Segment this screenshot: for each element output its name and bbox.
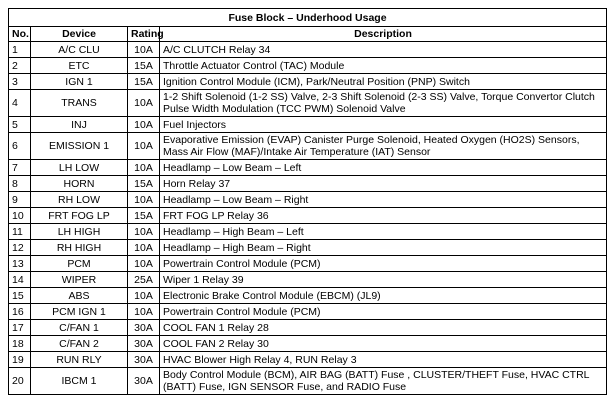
cell-no: 11 (9, 224, 31, 240)
cell-no: 15 (9, 288, 31, 304)
cell-description: FRT FOG LP Relay 36 (160, 208, 607, 224)
cell-device: RH LOW (31, 192, 128, 208)
table-row (9, 42, 607, 58)
cell-no: 1 (9, 42, 31, 58)
cell-rating: 15A (128, 208, 160, 224)
cell-no: 10 (9, 208, 31, 224)
cell-description: Electronic Brake Control Module (EBCM) (JL9) (160, 288, 607, 304)
cell-description: Throttle Actuator Control (TAC) Module (160, 58, 607, 74)
cell-rating: 15A (128, 58, 160, 74)
table-row (9, 58, 607, 74)
cell-description: Powertrain Control Module (PCM) (160, 256, 607, 272)
table-title: Fuse Block – Underhood Usage (9, 9, 607, 27)
cell-device: LH HIGH (31, 224, 128, 240)
cell-description: COOL FAN 1 Relay 28 (160, 320, 607, 336)
table-row (9, 208, 607, 224)
table-row (9, 256, 607, 272)
column-header-rating: Rating (128, 27, 160, 42)
cell-description: Fuel Injectors (160, 117, 607, 133)
table-row (9, 117, 607, 133)
table-row (9, 74, 607, 90)
cell-rating: 10A (128, 42, 160, 58)
table-row (9, 90, 607, 117)
cell-rating: 15A (128, 176, 160, 192)
table-row (9, 224, 607, 240)
cell-device: RH HIGH (31, 240, 128, 256)
cell-device: IGN 1 (31, 74, 128, 90)
cell-no: 20 (9, 368, 31, 395)
fuse-table-body (9, 42, 607, 395)
cell-device: C/FAN 2 (31, 336, 128, 352)
cell-description: Ignition Control Module (ICM), Park/Neutral Position (PNP) Switch (160, 74, 607, 90)
cell-no: 18 (9, 336, 31, 352)
cell-rating: 10A (128, 240, 160, 256)
cell-rating: 10A (128, 304, 160, 320)
table-row (9, 368, 607, 395)
table-row (9, 336, 607, 352)
cell-rating: 10A (128, 133, 160, 160)
cell-description: Headlamp – Low Beam – Right (160, 192, 607, 208)
cell-device: INJ (31, 117, 128, 133)
cell-no: 4 (9, 90, 31, 117)
cell-description: Wiper 1 Relay 39 (160, 272, 607, 288)
cell-rating: 10A (128, 288, 160, 304)
table-row (9, 192, 607, 208)
cell-device: ABS (31, 288, 128, 304)
column-header-no: No. (9, 27, 31, 42)
cell-rating: 15A (128, 74, 160, 90)
table-row (9, 133, 607, 160)
table-row (9, 352, 607, 368)
cell-device: WIPER (31, 272, 128, 288)
cell-no: 3 (9, 74, 31, 90)
fuse-block-document (8, 8, 606, 403)
table-row (9, 240, 607, 256)
cell-no: 12 (9, 240, 31, 256)
table-row (9, 320, 607, 336)
cell-device: TRANS (31, 90, 128, 117)
cell-rating: 10A (128, 192, 160, 208)
cell-rating: 30A (128, 368, 160, 395)
cell-description: A/C CLUTCH Relay 34 (160, 42, 607, 58)
cell-device: A/C CLU (31, 42, 128, 58)
cell-rating: 10A (128, 117, 160, 133)
table-row (9, 160, 607, 176)
cell-description: Headlamp – Low Beam – Left (160, 160, 607, 176)
cell-no: 6 (9, 133, 31, 160)
table-row (9, 176, 607, 192)
cell-description: HVAC Blower High Relay 4, RUN Relay 3 (160, 352, 607, 368)
cell-device: LH LOW (31, 160, 128, 176)
cell-description: Headlamp – High Beam – Left (160, 224, 607, 240)
cell-no: 5 (9, 117, 31, 133)
cell-no: 14 (9, 272, 31, 288)
cell-device: FRT FOG LP (31, 208, 128, 224)
cell-device: ETC (31, 58, 128, 74)
cell-description: Headlamp – High Beam – Right (160, 240, 607, 256)
cell-device: HORN (31, 176, 128, 192)
cell-no: 13 (9, 256, 31, 272)
cell-no: 19 (9, 352, 31, 368)
cell-device: PCM IGN 1 (31, 304, 128, 320)
cell-description: 1-2 Shift Solenoid (1-2 SS) Valve, 2-3 Shift Solenoid (2-3 SS) Valve, Torque Convertor Clutch Pulse Width Modulation (TCC PWM) Solenoid Valve (160, 90, 607, 117)
cell-no: 9 (9, 192, 31, 208)
cell-device: PCM (31, 256, 128, 272)
cell-device: C/FAN 1 (31, 320, 128, 336)
cell-device: IBCM 1 (31, 368, 128, 395)
cell-no: 2 (9, 58, 31, 74)
cell-rating: 10A (128, 224, 160, 240)
cell-device: RUN RLY (31, 352, 128, 368)
table-row (9, 288, 607, 304)
cell-rating: 30A (128, 320, 160, 336)
fuse-table (8, 8, 607, 395)
column-header-description: Description (160, 27, 607, 42)
cell-device: EMISSION 1 (31, 133, 128, 160)
table-row (9, 304, 607, 320)
table-row (9, 272, 607, 288)
cell-rating: 10A (128, 256, 160, 272)
cell-no: 16 (9, 304, 31, 320)
cell-description: Evaporative Emission (EVAP) Canister Purge Solenoid, Heated Oxygen (HO2S) Sensors, Mass Air Flow (MAF)/Intake Air Temperature (IAT) Sensor (160, 133, 607, 160)
cell-description: Body Control Module (BCM), AIR BAG (BATT) Fuse , CLUSTER/THEFT Fuse, HVAC CTRL (BATT) Fuse, IGN SENSOR Fuse, and RADIO Fuse (160, 368, 607, 395)
cell-rating: 10A (128, 90, 160, 117)
cell-description: Horn Relay 37 (160, 176, 607, 192)
column-header-device: Device (31, 27, 128, 42)
cell-no: 8 (9, 176, 31, 192)
cell-rating: 30A (128, 336, 160, 352)
cell-no: 7 (9, 160, 31, 176)
cell-rating: 25A (128, 272, 160, 288)
header-row (9, 27, 607, 42)
cell-description: COOL FAN 2 Relay 30 (160, 336, 607, 352)
cell-no: 17 (9, 320, 31, 336)
cell-rating: 30A (128, 352, 160, 368)
cell-rating: 10A (128, 160, 160, 176)
cell-description: Powertrain Control Module (PCM) (160, 304, 607, 320)
